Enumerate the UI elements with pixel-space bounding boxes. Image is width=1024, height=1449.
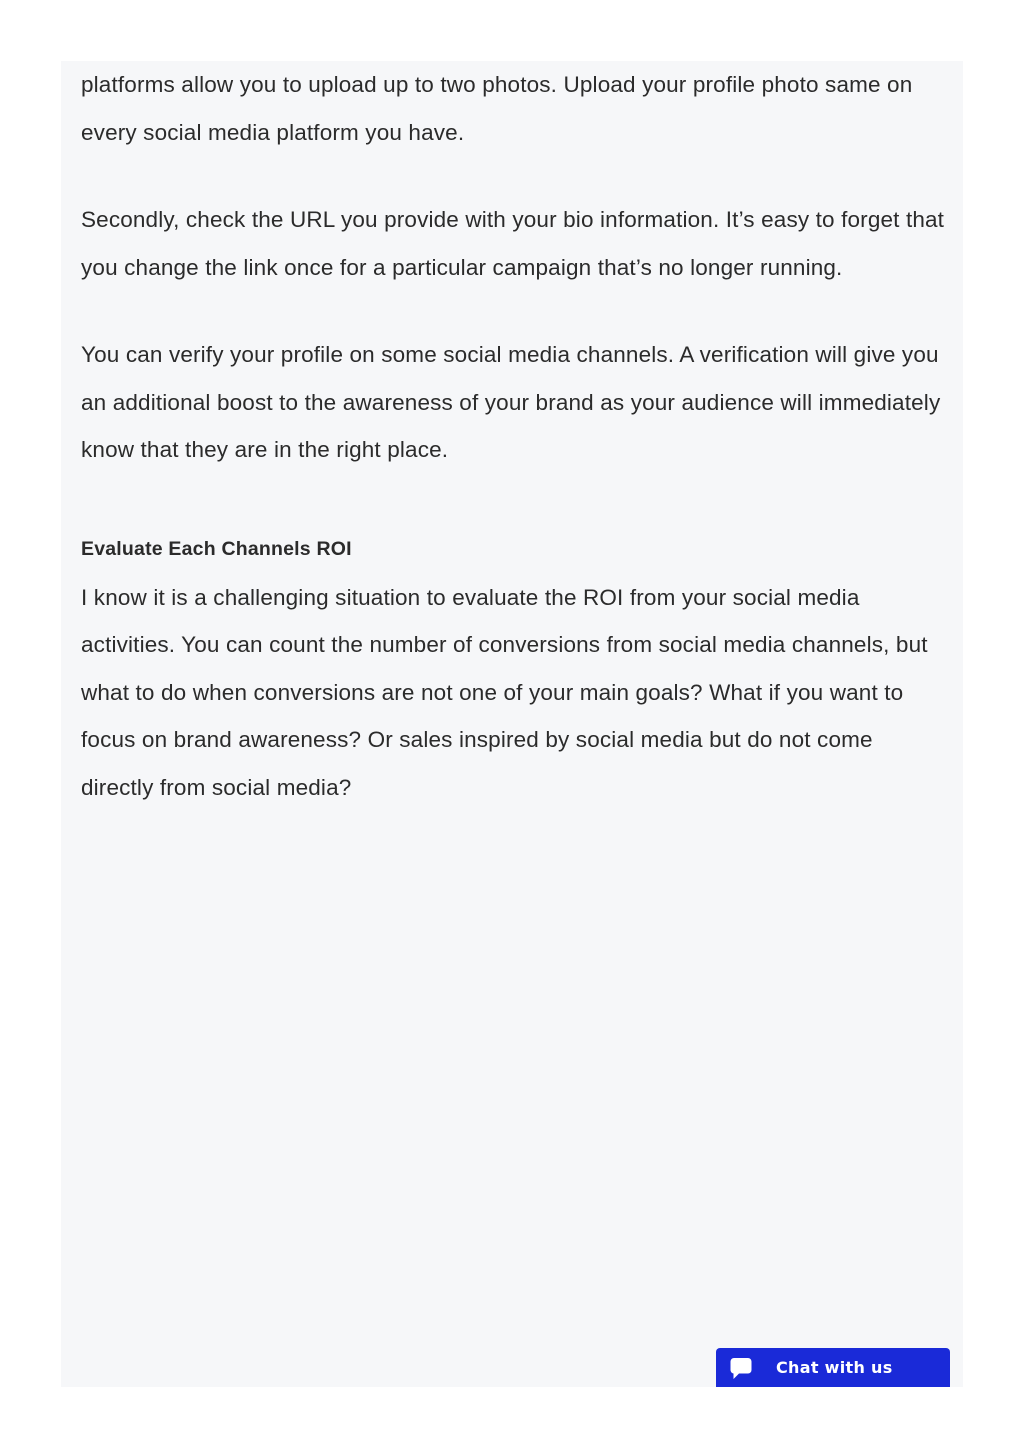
paragraph-roi: I know it is a challenging situation to evaluate the ROI from your social media activities. You can count the number of conversions from social media channels, but what to do when conversions are not one of your main goals? What if you want to focus on brand awareness? Or sales inspired by social media but do not come directly from social media? xyxy=(81,584,928,800)
chat-bubble-icon xyxy=(730,1357,752,1381)
chat-with-us-button[interactable] xyxy=(716,1348,950,1387)
article-body xyxy=(81,61,951,811)
document-page xyxy=(61,61,963,1387)
chat-button-label: Chat with us xyxy=(776,1358,893,1377)
paragraph-profile-photo: platforms allow you to upload up to two photos. Upload your profile photo same on every social media platform you have. xyxy=(81,72,913,145)
section-heading: Evaluate Each Channels ROI xyxy=(81,537,352,560)
paragraph-verification: You can verify your profile on some social media channels. A verification will give you an additional boost to the awareness of your brand as your audience will immediately know that they are in the right place. xyxy=(81,342,941,462)
paragraph-bio-url: Secondly, check the URL you provide with your bio information. It’s easy to forget that you change the link once for a particular campaign that’s no longer running. xyxy=(81,207,945,280)
